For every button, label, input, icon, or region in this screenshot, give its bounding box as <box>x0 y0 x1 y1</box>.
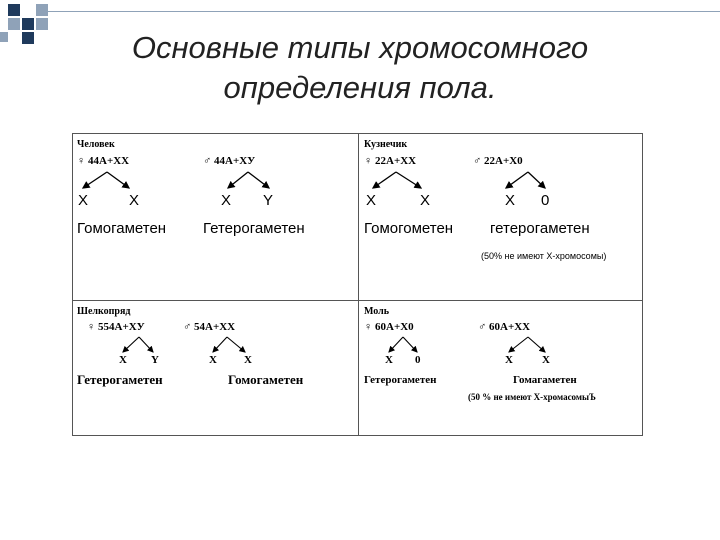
square-decoration <box>22 32 34 44</box>
arrow <box>506 172 528 188</box>
arrow <box>107 172 129 188</box>
organism-name: Моль <box>364 306 390 317</box>
note: (50% не имеют Х-хромосомы) <box>481 251 607 261</box>
gamete: X <box>366 192 377 209</box>
square-decoration <box>36 4 48 16</box>
gamety-type: гетерогаметен <box>490 220 590 237</box>
female-karyotype: ♀ 44А+ХХ <box>77 155 130 167</box>
arrow <box>389 337 403 352</box>
gamete: 0 <box>541 192 550 209</box>
gamete: X <box>505 192 516 209</box>
square-decoration <box>8 18 20 30</box>
sex-determination-table <box>72 133 643 436</box>
female-karyotype: ♀ 60А+Х0 <box>364 321 414 333</box>
arrow <box>396 172 421 188</box>
gamete: Y <box>263 192 274 209</box>
female-karyotype: ♀ 22А+ХХ <box>364 155 417 167</box>
gamety-type: Гомагаметен <box>513 374 577 386</box>
square-decoration <box>8 4 20 16</box>
gamete: X <box>129 192 140 209</box>
gamety-type: Гомогометен <box>364 220 454 237</box>
title-line-2: определения пола. <box>223 70 497 105</box>
arrow <box>509 337 528 352</box>
female-karyotype: ♀ 554А+ХУ <box>87 321 145 333</box>
male-karyotype: ♂ 60А+ХХ <box>478 321 531 333</box>
gamete: X <box>78 192 89 209</box>
gamety-type: Гомогаметен <box>77 220 167 237</box>
organism-name: Человек <box>77 139 115 150</box>
gamete: X <box>209 354 217 366</box>
arrow <box>83 172 107 188</box>
gamete: X <box>221 192 232 209</box>
male-karyotype: ♂ 22А+Х0 <box>473 155 523 167</box>
arrow <box>227 337 245 352</box>
gamety-type: Гомогаметен <box>228 372 304 387</box>
gamete: X <box>542 354 550 366</box>
gamete: X <box>385 354 393 366</box>
gamety-type: Гетерогаметен <box>364 374 437 386</box>
gamete: Y <box>151 354 159 366</box>
male-karyotype: ♂ 54А+ХХ <box>183 321 236 333</box>
top-rule <box>48 11 720 12</box>
arrow <box>373 172 396 188</box>
title-line-1: Основные типы хромосомного <box>131 30 589 65</box>
arrow <box>213 337 227 352</box>
gamety-type: Гетерогаметен <box>77 372 163 387</box>
arrow <box>123 337 139 352</box>
note: (50 % не имеют Х-хромасомыЪ <box>468 392 596 402</box>
arrow <box>248 172 269 188</box>
arrow <box>403 337 417 352</box>
gamete: X <box>244 354 252 366</box>
gamete: X <box>505 354 513 366</box>
gamete: X <box>420 192 431 209</box>
gamety-type: Гетерогаметен <box>203 220 305 237</box>
male-karyotype: ♂ 44А+ХУ <box>203 155 256 167</box>
arrow <box>228 172 248 188</box>
square-decoration <box>0 32 8 42</box>
arrow <box>528 337 545 352</box>
square-decoration <box>36 18 48 30</box>
arrow <box>528 172 545 188</box>
square-decoration <box>22 18 34 30</box>
organism-name: Кузнечик <box>364 139 408 150</box>
arrow <box>139 337 153 352</box>
page-title <box>80 28 640 108</box>
organism-name: Шелкопряд <box>77 306 131 317</box>
gamete: X <box>119 354 127 366</box>
gamete: 0 <box>415 354 421 366</box>
